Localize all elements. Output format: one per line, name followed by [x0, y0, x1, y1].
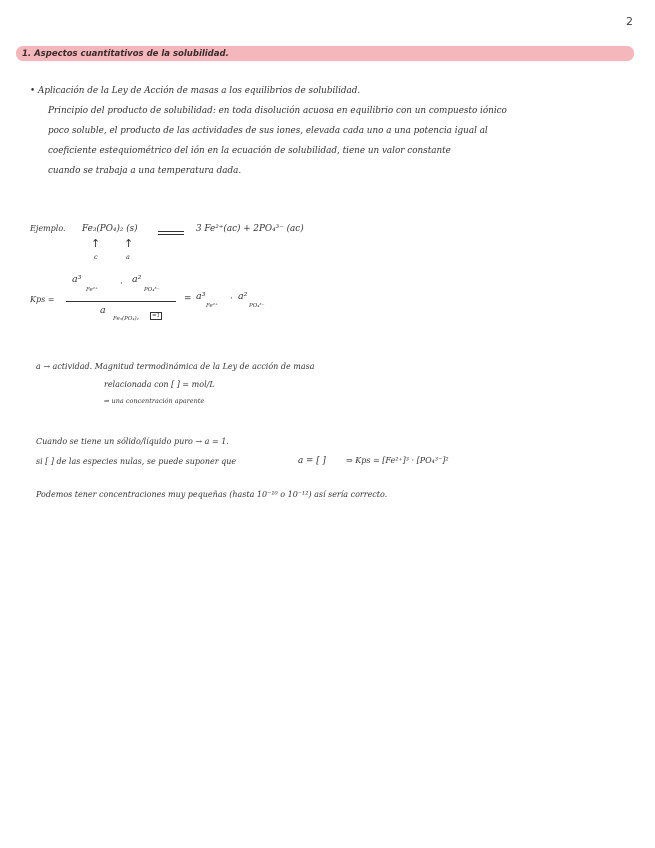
kps-rhs-term2: a² [238, 291, 248, 302]
note-assumption: si [ ] de las especies nulas, se puede suponer que [36, 457, 237, 466]
kps-num-term2-sub: PO₄³⁻ [144, 287, 160, 293]
kps-den-term: a [100, 305, 106, 316]
arrow-up-icon: ↑ [124, 237, 134, 250]
kps-num-term1-sub: Fe²⁺ [86, 287, 98, 293]
note-kps-expression: ⇒ Kps = [Fe²⁺]³ · [PO₄³⁻]² [346, 456, 449, 465]
principle-line-3: coeficiente estequiométrico del ión en la ecuación de solubilidad, tiene un valor constante [48, 146, 451, 156]
kps-rhs-term1: a³ [196, 291, 206, 302]
kps-rhs-dot: · [230, 294, 233, 304]
example-products: 3 Fe²⁺(ac) + 2PO₄³⁻ (ac) [196, 224, 304, 234]
activity-line-1: a → actividad. Magnitud termodinámica de la Ley de acción de masa [36, 362, 315, 371]
page-number: 2 [626, 15, 633, 28]
principle-line-1: Principio del producto de solubilidad: en toda disolución acuosa en equilibrio con un compuesto iónico [48, 106, 507, 116]
note-activity-equals-concentration: a = [ ] [298, 456, 326, 466]
arrow-up-icon: ↑ [91, 237, 101, 250]
kps-den-box: =1 [152, 313, 161, 319]
note-small-concentrations: Podemos tener concentraciones muy pequeñas (hasta 10⁻¹⁰ o 10⁻¹²) así sería correcto. [36, 490, 388, 499]
mark-c: c [94, 253, 98, 261]
kps-den-sub: Fe₃(PO₄)₂ [113, 316, 139, 322]
note-pure-solid: Cuando se tiene un sólido/líquido puro → a = 1. [36, 437, 229, 446]
principle-line-4: cuando se trabaja a una temperatura dada. [48, 166, 242, 176]
kps-num-term1: a³ [72, 274, 82, 285]
kps-equals: = [184, 294, 192, 304]
kps-rhs-term2-sub: PO₄³⁻ [249, 303, 265, 309]
example-label: Ejemplo. [30, 224, 66, 233]
principle-line-2: poco soluble, el producto de las actividades de sus iones, elevada cada uno a una potencia igual al [48, 126, 488, 136]
fraction-line [66, 301, 176, 302]
bullet-law-of-mass-action: • Aplicación de la Ley de Acción de masas a los equilibrios de solubilidad. [30, 86, 361, 96]
kps-label: Kps = [30, 295, 55, 304]
example-reactant: Fe₃(PO₄)₂ (s) [82, 224, 138, 234]
equilibrium-arrow-icon [158, 230, 184, 236]
activity-line-2: relacionada con [ ] = mol/L [104, 380, 215, 389]
activity-line-3: ⇒ una concentración aparente [104, 397, 205, 405]
kps-num-term2: a² [132, 274, 142, 285]
mark-a: a [126, 253, 130, 261]
kps-num-dot: · [120, 279, 123, 289]
section-title: 1. Aspectos cuantitativos de la solubilidad. [22, 49, 229, 59]
kps-rhs-term1-sub: Fe²⁺ [206, 303, 218, 309]
